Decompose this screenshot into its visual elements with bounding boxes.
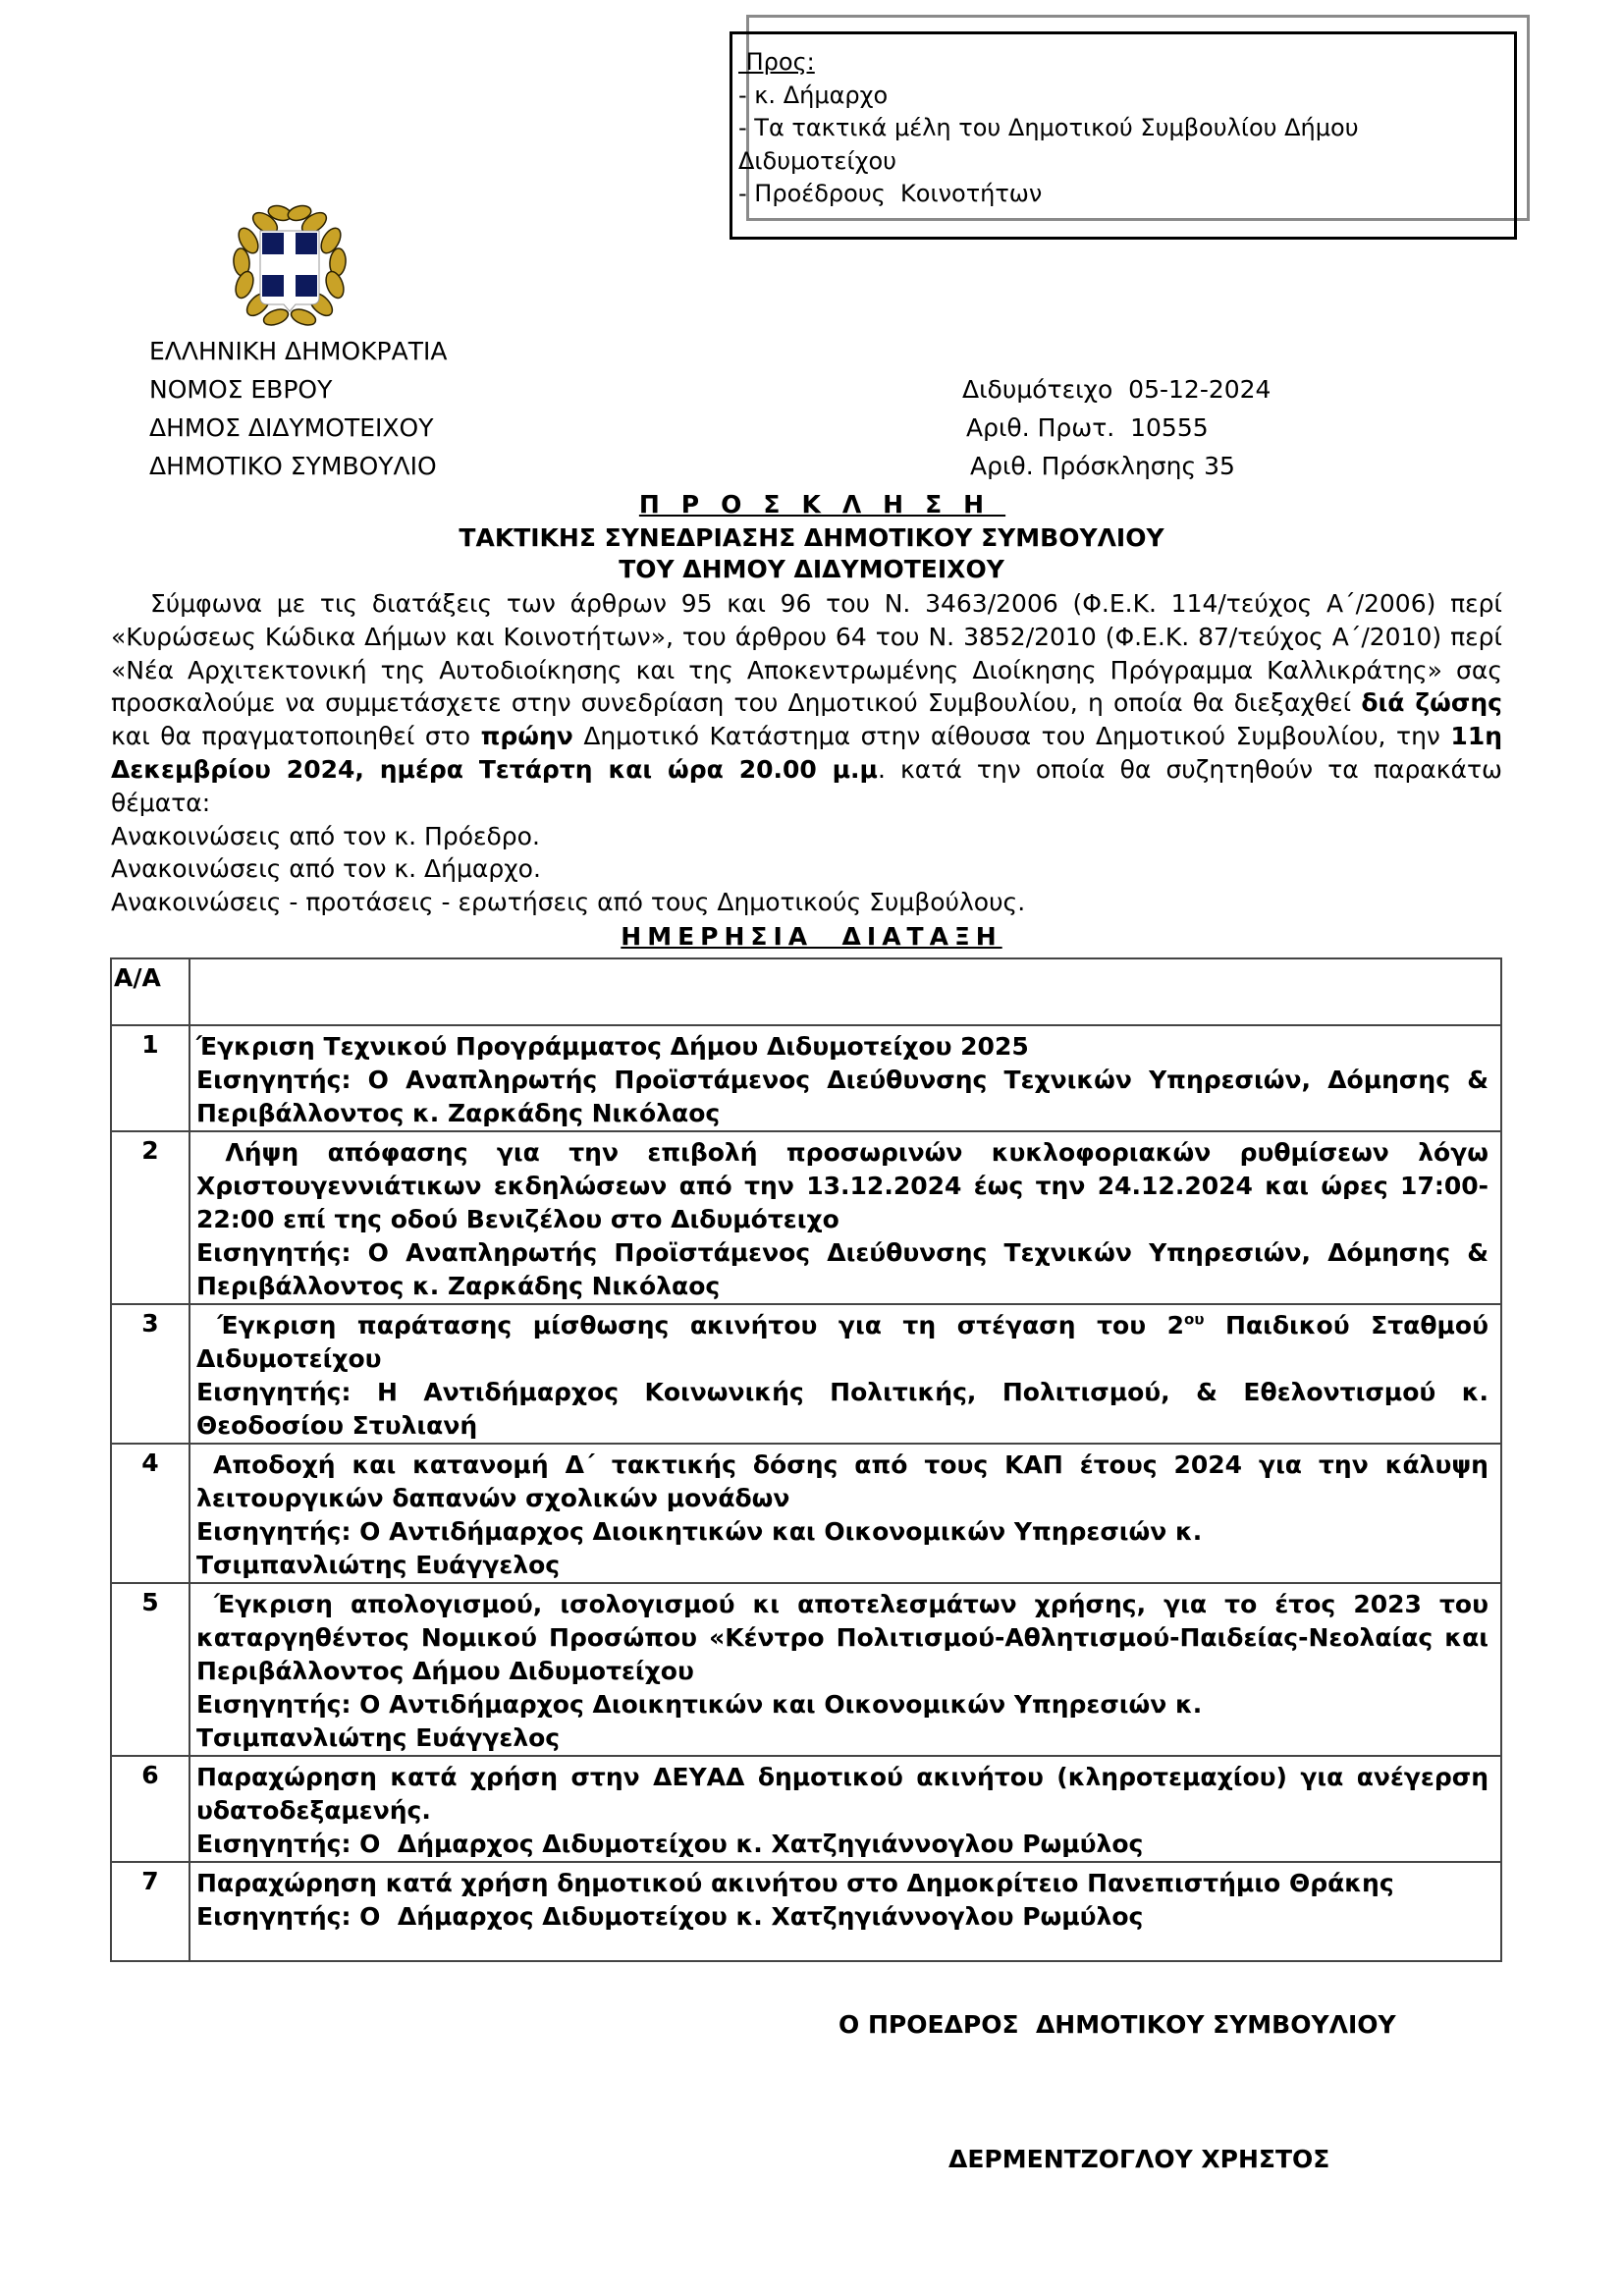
item-number: 3 xyxy=(111,1304,189,1444)
item-rapporteur: Εισηγητής: Ο Αναπληρωτής Προϊστάμενος Διεύθυνσης Τεχνικών Υπηρεσιών, Δόμησης & Περιβάλλοντος κ. Ζαρκάδης Νικόλαος xyxy=(196,1066,1488,1127)
item-subject: Έγκριση απολογισμού, ισολογισμού κι αποτελεσμάτων χρήσης, για το έτος 2023 του καταργηθέντος Νομικού Προσώπου «Κέντρο Πολιτισμού-Αθλητισμού-Παιδείας-Νεολαίας και Περιβάλλοντος Δήμου Διδυμοτείχου xyxy=(196,1590,1497,1685)
item-subject: Έγκριση Τεχνικού Προγράμματος Δήμου Διδυμοτείχου 2025 xyxy=(196,1032,1029,1061)
issuer-line: ΔΗΜΟΤΙΚΟ ΣΥΜΒΟΥΛΙΟ xyxy=(149,452,437,480)
item-subject-text: Έγκριση παράτασης μίσθωσης ακινήτου για τη στέγαση του 2 xyxy=(196,1311,1185,1339)
table-row xyxy=(111,1444,1501,1583)
item-content xyxy=(189,1131,1501,1304)
table-row xyxy=(111,1756,1501,1862)
table-row xyxy=(111,1131,1501,1304)
paragraph-bold-text: πρώην xyxy=(480,722,573,751)
issuer-line: ΝΟΜΟΣ ΕΒΡΟΥ xyxy=(149,375,333,404)
invitation-number: Αριθ. Πρόσκλησης 35 xyxy=(970,452,1235,480)
item-number: 5 xyxy=(111,1583,189,1756)
agenda-title xyxy=(0,921,1623,953)
agenda-table xyxy=(110,957,1502,1962)
announcement-line: Ανακοινώσεις - προτάσεις - ερωτήσεις από τους Δημοτικούς Συμβούλους. xyxy=(111,888,1026,917)
item-number: 2 xyxy=(111,1131,189,1304)
municipality-subtitle: ΤΟΥ ΔΗΜΟΥ ΔΙΔΥΜΟΤΕΙΧΟΥ xyxy=(619,555,1004,583)
paragraph-text: Δημοτικό Κατάστημα στην αίθουσα του Δημοτικού Συμβουλίου, την xyxy=(572,722,1451,751)
issuer-header xyxy=(149,332,447,485)
item-number: 7 xyxy=(111,1862,189,1961)
table-row xyxy=(111,1862,1501,1961)
invitation-title-text: ΠΡΟΣΚΛΗΣΗ xyxy=(638,490,1006,519)
signatory-title: Ο ΠΡΟΕΔΡΟΣ ΔΗΜΟΤΙΚΟΥ ΣΥΜΒΟΥΛΙΟΥ xyxy=(839,2010,1396,2039)
item-content xyxy=(189,1862,1501,1961)
ordinal-superscript: ου xyxy=(1184,1310,1205,1329)
item-number: 6 xyxy=(111,1756,189,1862)
paragraph-bold-text: διά ζώσης xyxy=(1361,688,1502,718)
issuer-line: ΔΗΜΟΣ ΔΙΔΥΜΟΤΕΙΧΟΥ xyxy=(149,413,434,442)
item-rapporteur: Εισηγητής: Ο Αντιδήμαρχος Διοικητικών και Οικονομικών Υπηρεσιών κ. xyxy=(196,1517,1203,1546)
recipient-line: - κ. Δήμαρχο xyxy=(738,81,889,109)
item-rapporteur: Εισηγητής: Ο Αναπληρωτής Προϊστάμενος Διεύθυνσης Τεχνικών Υπηρεσιών, Δόμησης & Περιβάλλοντος κ. Ζαρκάδης Νικόλαος xyxy=(196,1238,1488,1300)
item-subject: Λήψη απόφασης για την επιβολή προσωρινών κυκλοφοριακών ρυθμίσεων λόγω Χριστουγεννιάτικων εκδηλώσεων από την 13.12.2024 έως την 24.12.2024 και ώρες 17:00-22:00 επί της οδού Βενιζέλου στο Διδυμότειχο xyxy=(196,1138,1497,1233)
header-cell-number: Α/Α xyxy=(111,958,189,1025)
table-row xyxy=(111,1583,1501,1756)
issuer-line: ΕΛΛΗΝΙΚΗ ΔΗΜΟΚΡΑΤΙΑ xyxy=(149,337,448,365)
paragraph-text: . κατά την οποία θα συζητηθούν τα παρακάτω θέματα: xyxy=(111,754,1502,817)
item-rapporteur: Εισηγητής: Ο Αντιδήμαρχος Διοικητικών και Οικονομικών Υπηρεσιών κ. xyxy=(196,1690,1203,1719)
recipient-line: - Τα τακτικά μέλη του Δημοτικού Συμβουλίου Δήμου xyxy=(738,114,1359,141)
recipient-line: Διδυμοτείχου xyxy=(738,146,897,175)
paragraph-text: και θα πραγματοποιηθεί στο xyxy=(111,722,481,751)
item-number: 4 xyxy=(111,1444,189,1583)
recipient-line: - Προέδρους Κοινοτήτων xyxy=(738,180,1043,207)
greek-coat-of-arms-icon xyxy=(231,201,349,329)
item-content xyxy=(189,1304,1501,1444)
table-row xyxy=(111,1304,1501,1444)
announcement-line: Ανακοινώσεις από τον κ. Δήμαρχο. xyxy=(111,854,541,884)
place-date: Διδυμότειχο 05-12-2024 xyxy=(962,375,1271,404)
item-content xyxy=(189,1025,1501,1131)
paragraph-text: Σύμφωνα με τις διατάξεις των άρθρων 95 και 96 του Ν. 3463/2006 (Φ.Ε.Κ. 114/τεύχος Α΄/2006) περί «Κυρώσεως Κώδικα Δήμων και Κοινοτήτων», του άρθρου 64 του Ν. 3852/2010 (Φ.Ε.Κ. 87/τεύχος Α΄/2010) περί «Νέα Αρχιτεκτονική της Αυτοδιοίκησης και της Αποκεντρωμένης Διοίκησης Πρόγραμμα Καλλικράτης» σας προσκαλούμε να συμμετάσχετε στην συνεδρίαση του Δημοτικού Συμβουλίου, η οποία θα διεξαχθεί xyxy=(111,589,1502,718)
item-rapporteur-name: Τσιμπανλιώτης Ευάγγελος xyxy=(196,1723,561,1752)
session-subtitle: ΤΑΚΤΙΚΗΣ ΣΥΝΕΔΡΙΑΣΗΣ ΔΗΜΟΤΙΚΟΥ ΣΥΜΒΟΥΛΙΟΥ xyxy=(459,523,1164,552)
announcement-line: Ανακοινώσεις από τον κ. Πρόεδρο. xyxy=(111,821,540,850)
invitation-paragraph xyxy=(111,587,1502,820)
item-subject-text: Παιδικού Σταθμού Διδυμοτείχου xyxy=(196,1311,1497,1373)
table-header-row xyxy=(111,958,1501,1025)
item-rapporteur: Εισηγητής: Ο Δήμαρχος Διδυμοτείχου κ. Χατζηγιάννογλου Ρωμύλος xyxy=(196,1902,1144,1931)
item-rapporteur: Εισηγητής: Η Αντιδήμαρχος Κοινωνικής Πολιτικής, Πολιτισμού, & Εθελοντισμού κ. Θεοδοσίου Στυλιανή xyxy=(196,1378,1488,1440)
item-subject xyxy=(196,1309,1497,1376)
item-number: 1 xyxy=(111,1025,189,1131)
item-rapporteur-name: Τσιμπανλιώτης Ευάγγελος xyxy=(196,1551,561,1579)
invitation-body xyxy=(111,587,1502,919)
document-reference xyxy=(962,370,1271,485)
recipients-title: Προς: xyxy=(738,48,815,76)
item-subject: Αποδοχή και κατανομή Δ΄ τακτικής δόσης από τους ΚΑΠ έτους 2024 για την κάλυψη λειτουργικών δαπανών σχολικών μονάδων xyxy=(196,1450,1497,1512)
agenda-title-text: ΗΜΕΡΗΣΙΑ ΔΙΑΤΑΞΗ xyxy=(621,922,1002,951)
header-cell-subject xyxy=(189,958,1501,1025)
protocol-number: Αριθ. Πρωτ. 10555 xyxy=(966,413,1209,442)
signatory-name: ΔΕΡΜΕΝΤΖΟΓΛΟΥ ΧΡΗΣΤΟΣ xyxy=(948,2145,1330,2173)
recipients-box xyxy=(730,31,1517,240)
meeting-datetime: 11η Δεκεμβρίου 2024, ημέρα Τετάρτη και ώρα 20.00 μ.μ xyxy=(111,722,1503,784)
item-content xyxy=(189,1756,1501,1862)
item-subject: Παραχώρηση κατά χρήση στην ΔΕΥΑΔ δημοτικού ακινήτου (κληροτεμαχίου) για ανέγερση υδατοδεξαμενής. xyxy=(196,1763,1488,1825)
invitation-title xyxy=(0,489,1623,520)
item-rapporteur: Εισηγητής: Ο Δήμαρχος Διδυμοτείχου κ. Χατζηγιάννογλου Ρωμύλος xyxy=(196,1830,1144,1858)
item-content xyxy=(189,1444,1501,1583)
item-content xyxy=(189,1583,1501,1756)
table-row xyxy=(111,1025,1501,1131)
item-subject: Παραχώρηση κατά χρήση δημοτικού ακινήτου στο Δημοκρίτειο Πανεπιστήμιο Θράκης xyxy=(196,1869,1394,1897)
